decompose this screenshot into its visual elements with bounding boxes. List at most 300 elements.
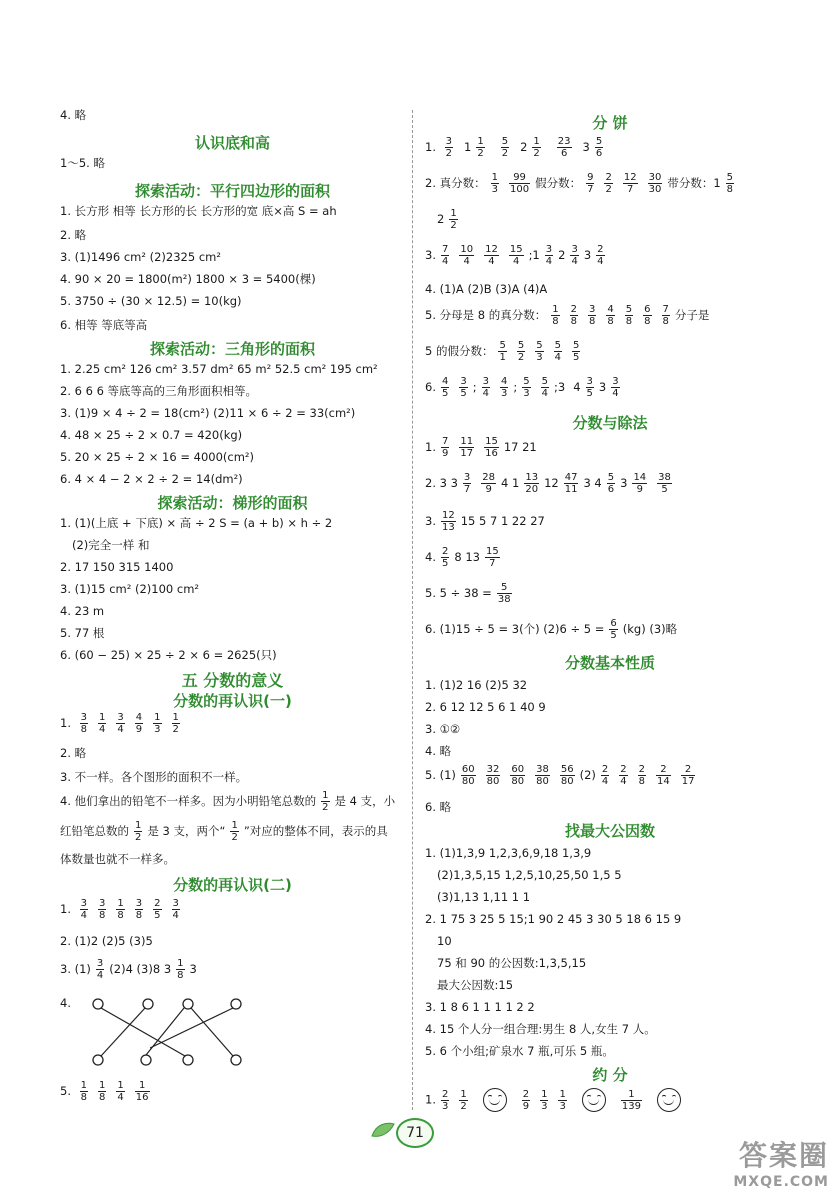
denominator: 4 [554,352,561,363]
denominator: 8 [607,316,614,327]
denominator: 4 [463,256,470,267]
fraction [441,436,449,459]
fraction [522,376,530,399]
fraction [96,958,104,981]
denominator: 4 [488,256,495,267]
numerator: 5 [572,340,580,351]
text-span: 3. [425,514,436,528]
numerator: 2 [638,764,646,775]
answer-line [425,546,505,569]
denominator: 2 [450,220,457,231]
denominator: 3 [559,1100,566,1112]
answer-line: 4. (1)A (2)B (3)A (4)A [425,282,548,296]
answer-line: 4. [60,996,71,1010]
answer-line [425,472,677,495]
denominator: 2 [517,352,525,363]
denominator: 11 [564,484,578,495]
denominator: 2 [322,802,329,813]
denominator: 9 [636,484,643,495]
fraction-list [436,1088,473,1112]
numerator: 56 [560,764,574,775]
numerator: 38 [536,764,549,775]
text-span: (kg) (3)略 [622,622,678,636]
text-span: 红铅笔总数的 [60,824,129,838]
answer-line: 4. 48 × 25 ÷ 2 × 0.7 = 420(kg) [60,428,243,442]
denominator: 2 [135,832,142,843]
denominator: 8 [99,1092,106,1103]
fraction [134,820,142,843]
numerator: 2 [605,172,612,183]
denominator: 8 [644,316,651,327]
text-span: 5. (1) [425,768,456,782]
section-heading: 探索活动：平行四边形的面积 [134,182,330,200]
fraction [596,244,604,267]
numerator: 3 [99,898,106,909]
numerator: 1 [135,820,142,831]
fraction [98,1080,106,1103]
item-number: 1. [60,716,71,730]
fraction [449,208,457,231]
text-span: 3 [598,380,607,394]
numerator: 11 [460,436,474,447]
denominator: 3 [441,1100,449,1112]
text-span: 12 [544,476,559,490]
numerator: 23 [557,136,571,147]
fraction [485,546,500,569]
answer-line: 4. 15 个人分一组合理:男生 8 人,女生 7 人。 [425,1022,656,1036]
fraction [519,472,544,495]
fraction [601,764,609,787]
fraction [602,472,620,495]
numerator: 1 [477,136,484,147]
numerator: 3 [96,958,104,969]
answer-line [437,208,463,231]
smiley-icon [657,1088,681,1112]
fraction [441,546,449,569]
text-span: 3. [425,248,436,262]
denominator: 4 [601,776,609,787]
text-span: 3 4 [583,476,602,490]
text-span: 1. [425,1092,436,1107]
numerator: 15 [509,244,523,255]
denominator: 8 [589,316,596,327]
denominator: 139 [621,1100,641,1112]
denominator: 4 [99,724,106,735]
answer-line: (3)1,13 1,11 1 1 [437,890,531,904]
numerator: 1 [135,1080,150,1092]
numerator: 2 [522,1088,530,1100]
denominator: 4 [117,724,124,735]
denominator: 2 [172,724,179,735]
numerator: 47 [564,472,578,483]
numerator: 1 [80,1080,88,1091]
fraction-list [436,436,504,459]
item-number: 5. [60,1084,71,1098]
fraction [595,136,603,159]
fraction [681,764,696,787]
fraction [632,472,647,495]
denominator: 4 [620,776,627,787]
text-span: 17 21 [503,440,537,454]
text-span: ”对应的整体不同，表示的具 [243,824,388,838]
fraction [656,764,671,787]
fraction [560,764,575,787]
numerator: 5 [595,136,603,147]
denominator: 8 [135,910,143,921]
fraction [135,1080,150,1103]
numerator: 3 [589,304,596,315]
text-span: 4. 他们拿出的铅笔不一样多。因为小明铅笔总数的 [60,794,317,808]
answer-line [425,510,545,533]
denominator: 13 [441,522,455,533]
fraction [726,172,734,195]
numerator: 3 [172,898,179,909]
fraction [153,712,161,735]
denominator: 3 [536,352,543,363]
mixed-number [520,136,546,159]
fraction [510,764,525,787]
numerator: 7 [662,304,669,315]
fraction [535,340,543,363]
bottom-circle-3 [183,1055,193,1065]
numerator: 1 [172,712,179,723]
answer-line: 2. 6 12 12 5 6 1 40 9 [425,700,546,714]
fraction [484,244,499,267]
text-span: 2. 真分数： [425,176,486,190]
numerator: 38 [658,472,671,483]
fraction-list [436,244,529,267]
answer-line: 2. (1)2 (2)5 (3)5 [60,934,153,948]
bottom-circle-1 [93,1055,103,1065]
bottom-circle-4 [231,1055,241,1065]
denominator: 9 [485,484,492,495]
fraction [463,472,471,495]
text-span: 4 1 [501,476,520,490]
answer-line: 4. 23 m [60,604,105,618]
numerator: 2 [441,1088,449,1100]
fraction-list [75,898,185,921]
section-heading: 找最大公因数 [564,822,655,840]
section-heading: 分数基本性质 [564,654,655,672]
fraction-list [546,304,675,327]
whole-part: 2 [520,140,528,154]
answer-line [425,244,610,267]
answer-line [425,304,709,327]
fraction [570,244,578,267]
item-number: 1. [425,140,436,154]
fraction [436,546,454,569]
denominator: 80 [511,776,525,787]
match-line [191,1008,233,1056]
text-span: 假分数： [535,176,582,190]
text-span: ;3 [553,380,566,394]
fraction [172,898,180,921]
numerator: 5 [499,340,506,351]
answer-line: (2)完全一样 和 [72,538,150,552]
text-span: (2) [579,768,596,782]
mixed-number [496,136,514,159]
fraction [652,472,677,495]
text-span: 3 [620,476,628,490]
denominator: 5 [460,388,467,399]
fraction [509,172,530,195]
fraction [458,472,476,495]
numerator: 12 [485,244,498,255]
fraction [441,1089,449,1112]
denominator: 4 [541,388,548,399]
fraction [445,136,453,159]
text-span: (2)4 (3)8 3 [109,962,172,976]
fraction-list [75,1080,155,1103]
numerator: 6 [610,618,617,629]
answer-line [425,172,739,195]
answer-line: 6. 4 × 4 − 2 × 2 ÷ 2 = 14(dm²) [60,472,243,486]
fraction [616,1088,647,1112]
numerator: 1 [450,208,457,219]
denominator: 3 [491,184,499,195]
denominator: 14 [657,776,670,787]
section-heading: 约 分 [592,1066,628,1084]
denominator: 4 [441,256,449,267]
numerator: 5 [554,340,561,351]
fraction [621,1089,642,1112]
denominator: 5 [586,388,593,399]
numerator: 3 [612,376,619,387]
fraction [459,244,474,267]
fraction-list [456,764,580,787]
fraction [316,790,334,813]
top-circle-2 [143,999,153,1009]
watermark-logo-text: 答案圈 [738,1139,829,1172]
fraction [557,136,572,159]
top-circle-3 [183,999,193,1009]
numerator: 1 [621,1089,642,1101]
fraction [441,510,456,533]
denominator: 16 [485,448,498,459]
numerator: 3 [571,244,578,255]
answer-line: 最大公因数:15 [437,978,514,992]
text-span: 8 13 [454,550,480,564]
denominator: 6 [560,148,568,159]
denominator: 6 [595,148,603,159]
matching-diagram [90,996,260,1071]
section-heading: 探索活动：三角形的面积 [149,340,315,358]
fraction-list [517,1088,572,1112]
answer-line: 3. 不一样。各个图形的面积不一样。 [60,770,248,784]
denominator: 3 [154,724,161,735]
numerator: 10 [460,244,474,255]
numerator: 2 [154,898,161,909]
answer-line: 10 [437,934,452,948]
denominator: 5 [154,910,161,921]
chapter-heading: 五 分数的意义 [181,671,284,690]
fraction [436,510,461,533]
answer-line: 1～5. 略 [60,156,105,170]
answer-line: 6. 略 [425,800,452,814]
denominator: 4 [612,388,619,399]
text-span: 5. 分母是 8 的真分数： [425,308,547,322]
fraction [604,618,622,641]
answer-line: 3. (1)1496 cm² (2)2325 cm² [60,250,221,264]
fraction [524,472,539,495]
whole-part: 3 [582,140,590,154]
denominator: 4 [96,970,104,981]
numerator: 3 [117,712,124,723]
fraction [482,376,490,399]
numerator: 3 [80,898,88,909]
text-span: 是 4 支，小 [334,794,396,808]
fraction [480,546,505,569]
fraction [657,472,672,495]
numerator: 1 [154,712,161,723]
fraction [588,304,596,327]
numerator: 5 [541,376,548,387]
fraction [80,898,88,921]
numerator: 14 [633,472,647,483]
mixed-number [582,136,609,159]
numerator: 28 [482,472,496,483]
denominator: 6 [607,484,615,495]
denominator: 9 [135,724,143,735]
fraction [522,1089,530,1112]
fraction [501,136,509,159]
fraction [721,172,739,195]
denominator: 4 [513,256,520,267]
numerator: 1 [117,898,124,909]
answer-line [60,958,197,981]
smiley-icon [582,1088,606,1112]
fraction [607,472,615,495]
text-span: 3 [189,962,197,976]
leaf-decoration-icon [370,1120,396,1140]
numerator: 2 [620,764,627,775]
fraction [606,304,614,327]
numerator: 6 [644,304,651,315]
fraction-row [60,1080,155,1103]
answer-line: 5. 77 根 [60,626,105,640]
top-circle-1 [93,999,103,1009]
fraction [172,712,180,735]
denominator: 2 [501,148,509,159]
numerator: 2 [681,764,696,776]
text-span: 2. 3 3 [425,476,458,490]
denominator: 2 [477,148,484,159]
fraction [459,436,474,459]
denominator: 8 [80,724,88,735]
fraction [492,582,517,605]
denominator: 2 [533,148,540,159]
denominator: 80 [536,776,549,787]
numerator: 7 [441,244,449,255]
numerator: 1 [541,1088,548,1100]
watermark-url: MXQE.COM [733,1174,829,1190]
match-line [101,1008,185,1056]
fraction [606,376,624,399]
denominator: 2 [445,148,453,159]
fraction [476,136,484,159]
numerator: 13 [525,472,539,483]
mixed-number-list [440,136,615,159]
denominator: 16 [135,1092,149,1103]
answer-line: 3. (1)9 × 4 ÷ 2 = 18(cm²) (2)11 × 6 ÷ 2 = 33(cm²) [60,406,356,420]
smiley-icon [483,1088,507,1112]
numerator: 15 [485,546,499,557]
numerator: 9 [587,172,594,183]
bottom-circle-2 [141,1055,151,1065]
numerator: 2 [441,546,449,557]
fraction [540,244,558,267]
numerator: 7 [441,436,449,447]
denominator: 4 [117,1092,124,1103]
numerator: 1 [559,1088,566,1100]
fraction [153,898,161,921]
text-span: 是 3 支，两个“ [147,824,226,838]
fraction [625,304,633,327]
fraction-list [436,376,473,399]
numerator: 32 [486,764,500,775]
denominator: 8 [662,316,669,327]
fraction [91,958,109,981]
fraction [662,304,670,327]
fraction [586,376,594,399]
numerator: 4 [607,304,614,315]
top-circle-4 [231,999,241,1009]
answer-line: 体数量也就不一样多。 [60,852,175,866]
section-heading: 分 饼 [592,114,628,132]
numerator: 2 [601,764,609,775]
numerator: 5 [497,582,512,594]
fraction [623,172,638,195]
answer-line [425,340,585,363]
fraction [648,172,663,195]
numerator: 4 [135,712,143,723]
fraction [638,764,646,787]
answer-line [425,1088,691,1112]
denominator: 5 [441,388,449,399]
fraction [591,244,609,267]
mixed-number [552,136,577,159]
numerator: 4 [441,376,449,387]
answer-line: 4. 90 × 20 = 1800(m²) 1800 × 3 = 5400(棵) [60,272,316,286]
text-span: 15 5 7 1 22 27 [460,514,545,528]
denominator: 17 [681,776,695,787]
fraction-list [493,340,585,363]
fraction [540,1089,548,1112]
numerator: 3 [460,376,467,387]
denominator: 4 [482,388,489,399]
mixed-number [464,136,490,159]
numerator: 1 [322,790,329,801]
denominator: 4 [545,256,553,267]
fraction [581,376,599,399]
answer-line: 2. 17 150 315 1400 [60,560,174,574]
numerator: 1 [460,1088,467,1100]
numerator: 5 [523,376,530,387]
denominator: 8 [570,316,578,327]
denominator: 8 [177,970,184,981]
numerator: 3 [586,376,593,387]
fraction [570,304,578,327]
fraction [517,340,525,363]
numerator: 2 [597,244,604,255]
numerator: 3 [545,244,553,255]
fraction [545,244,553,267]
numerator: 30 [648,172,662,183]
text-span: 3 [583,248,592,262]
fraction [532,136,540,159]
answer-line: 4. 略 [60,108,87,122]
text-span: ; [513,380,518,394]
